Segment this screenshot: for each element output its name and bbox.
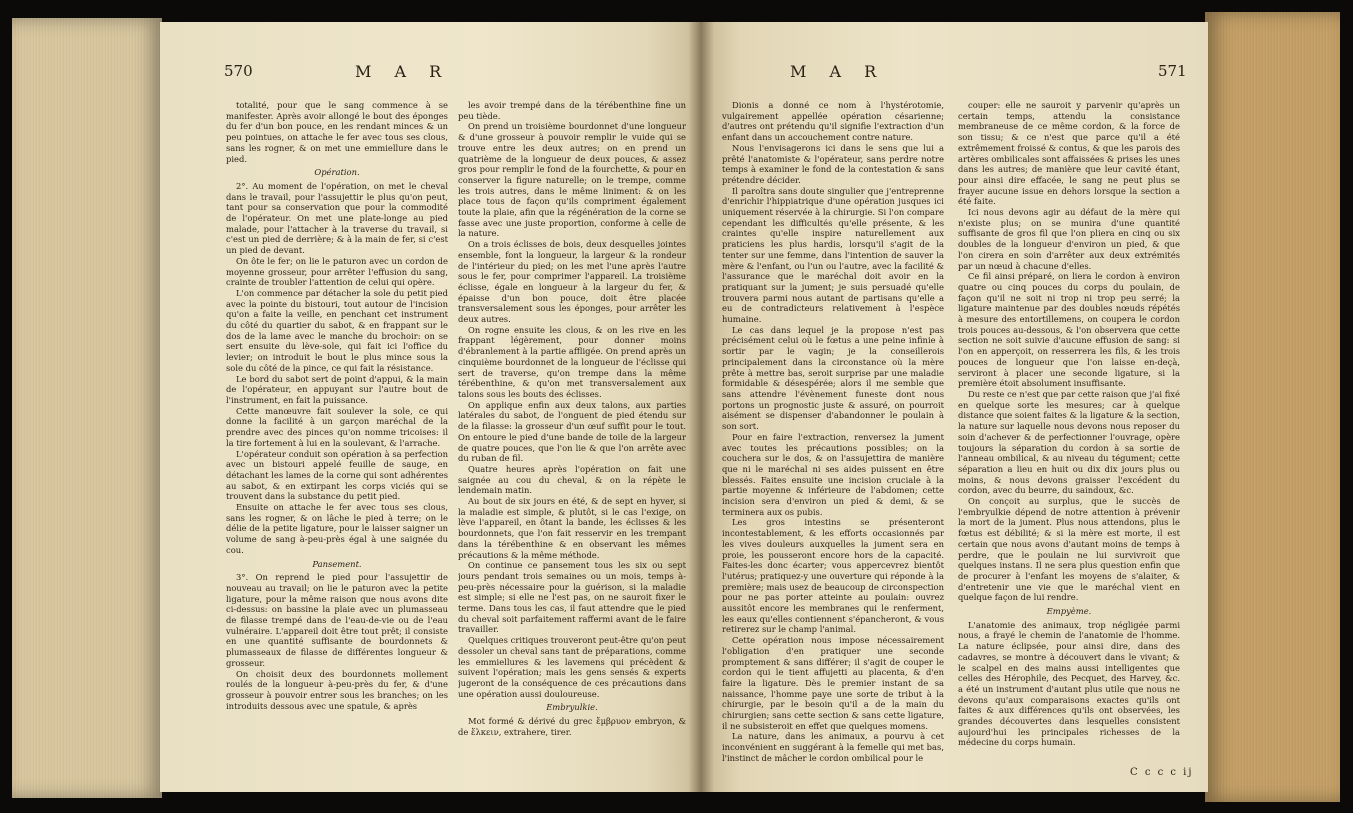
right-running-head bbox=[700, 62, 1208, 84]
section-heading: Pansement. bbox=[312, 558, 362, 569]
right-column-2 bbox=[958, 100, 1180, 780]
paragraph: L'opérateur conduit son opération à sa perfection avec un bistouri appelé feuille de sauge, en détachant les lames de la corne qui sont adhérentes au sabot, & en extirpant les corps viciés qui se trouvent dans la substance du petit pied. bbox=[226, 448, 448, 502]
paragraph: On a trois éclisses de bois, deux desquelles jointes ensemble, font la longueur, la largeur & la rondeur de l'intérieur du pied; on les met l'une après l'autre sous le fer, pour comprimer l'appareil. La troisième éclisse, égale en longueur à la largeur du fer, & épaisse d'un bon pouce, doit être placée transversalement sous les éponges, pour arrêter les deux autres. bbox=[458, 239, 686, 325]
paragraph: Mot formé & dérivé du grec ἔμβρυον embryon, & de ἕλκειν, extrahere, tirer. bbox=[458, 716, 686, 737]
paragraph: On rogne ensuite les clous, & on les rive en les frappant légèrement, pour donner moins d'ébranlement à la partie affligée. On prend après un cinquième bourdonnet de la longueur de l'éclisse qui sert de traverse, qu'on trempe dans la même térébenthine, & qu'on met transversalement aux talons sous les bouts des éclisses. bbox=[458, 324, 686, 399]
left-column-1 bbox=[226, 100, 448, 780]
paragraph: Il paroîtra sans doute singulier que j'entreprenne d'enrichir l'hippiatrique d'une opération jusques ici uniquement réservée à la chirurgie. Si l'on compare cependant les difficultés qu'elle présente, & les craintes qu'elle inspire naturellement aux praticiens les plus hardis, lorsqu'il s'agit de la tenter sur une femme, dans l'intention de sauver la mère & l'enfant, ou l'un ou l'autre, avec la facilité & l'assurance que le maréchal doit avoir en la pratiquant sur la jument; je suis persuadé qu'elle trouvera parmi nous autant de partisans qu'elle a eu de contradicteurs relativement à l'espèce humaine. bbox=[722, 185, 944, 325]
right-page bbox=[700, 22, 1208, 792]
paragraph: Nous l'envisagerons ici dans le sens que lui a prêté l'anatomiste & l'opérateur, sans perdre notre temps à examiner le fond de la contestation & sans prétendre décider. bbox=[722, 142, 944, 185]
paragraph: Les gros intestins se présenteront incontestablement, & les efforts occasionnés par les vives douleurs auxquelles la jument sera en proie, les pousseront encore hors de la capacité. Faites-les donc écarter; vous appercevrez bientôt l'utérus; pratiquez-y une ouverture qui réponde à la première; mais usez de beaucoup de circonspection pour ne pas porter atteinte au poulain: ouvrez aussitôt encore les membranes qui le renferment, les eaux qu'elles contiennent s'épancheront, & vous retirerez sur le champ l'animal. bbox=[722, 517, 944, 635]
paragraph: La nature, dans les animaux, a pourvu à cet inconvénient en suggérant à la femelle qui met bas, l'instinct de mâcher le cordon ombilical pour le bbox=[722, 731, 944, 763]
paragraph: L'anatomie des animaux, trop négligée parmi nous, a frayé le chemin de l'anatomie de l'homme. La nature éclipsée, pour ainsi dire, dans des cadavres, se montre à découvert dans le vivant; & le scalpel en des mains aussi intelligentes que celles des Hérophile, des Pecquet, des Harvey, &c. a été un instrument d'autant plus utile que nous ne devons qu'aux comparaisons exactes qu'ils ont faites & aux différences qu'ils ont observées, les grandes découvertes dans lesquelles consistent aujourd'hui les principales richesses de la médecine du corps humain. bbox=[958, 619, 1180, 748]
signature-mark: C c c c ij bbox=[1130, 767, 1194, 778]
paragraph: On ôte le fer; on lie le paturon avec un cordon de moyenne grosseur, pour arrêter l'effusion du sang, crainte de troubler l'attention de celui qui opère. bbox=[226, 255, 448, 288]
running-head-right: M A R bbox=[790, 62, 886, 81]
section-heading: Empyème. bbox=[1046, 606, 1092, 617]
paragraph: Quelques critiques trouveront peut-être qu'on peut dessoler un cheval sans tant de préparations, comme les emmiellures & les lavemens qui précèdent & suivent l'opération; mais les gens sensés & experts jugeront de la conséquence de ces précautions dans une opération aussi douloureuse. bbox=[458, 635, 686, 699]
paragraph: Ce fil ainsi préparé, on liera le cordon à environ quatre ou cinq pouces du corps du poulain, de façon qu'il ne soit ni trop ni trop peu serré; la ligature maintenue par des doubles nœuds répétés à mesure des entortillemens, on coupera le cordon trois pouces au-dessous, & l'on observera que cette section ne soit suivie d'aucune effusion de sang: si l'on en apperçoit, on resserrera les fils, & les trois pouces de longueur que l'on laisse en-deçà, serviront à placer une seconde ligature, si la première étoit absolument insuffisante. bbox=[958, 271, 1180, 389]
left-page-edges bbox=[12, 18, 162, 798]
paragraph: Quatre heures après l'opération on fait une saignée au cou du cheval, & on la répète le lendemain matin. bbox=[458, 463, 686, 496]
paragraph: totalité, pour que le sang commence à se manifester. Après avoir allongé le bout des éponges du fer d'un bon pouce, en les rendant minces & un peu pointues, on attache le fer avec tous ses clous, sans les rogner, & on met une emmiellure dans le pied. bbox=[226, 100, 448, 164]
left-running-head bbox=[160, 62, 700, 84]
paragraph: couper: elle ne sauroit y parvenir qu'après un certain temps, attendu la consistance membraneuse de ce même cordon, & la force de son tissu; & ce n'est que parce qu'il a été extrêmement froissé & contus, & que les parois des artères ombilicales sont affaissées & prises les unes dans les autres; de manière que leur cavité étant, pour ainsi dire effacée, le sang ne peut plus se frayer aucune issue en dehors lorsque la section a été faite. bbox=[958, 100, 1180, 207]
running-head-left: M A R bbox=[355, 62, 451, 81]
paragraph: Cette manœuvre fait soulever la sole, ce qui donne la facilité à un garçon maréchal de la prendre avec des pinces qu'on nomme tricoises: il la tire fortement à lui en la soulevant, & l'arrache. bbox=[226, 405, 448, 448]
paragraph: On conçoit au surplus, que le succès de l'embryulkie dépend de notre attention à prévenir la mort de la jument. Plus nous attendons, plus le fœtus est débilité; & si la mère est morte, il est certain que nous avons d'autant moins de temps à perdre, que le poulain ne lui survivroit que quelques instans. Il ne sera plus question enfin que de procurer à l'enfant les moyens de s'alaiter, & d'entretenir une vie que le maréchal vient en quelque façon de lui rendre. bbox=[958, 496, 1180, 603]
page-number-left: 570 bbox=[224, 62, 253, 80]
paragraph: Du reste ce n'est que par cette raison que j'ai fixé en quelque sorte les mesures; car à quelque distance que soient faites & la ligature & la section, la nature sur laquelle nous devons nous reposer du soin d'achever & de perfectionner l'ouvrage, opère toujours la séparation du cordon à sa sortie de l'anneau ombilical, & au niveau du tégument; cette séparation a lieu en huit ou dix dix jours plus ou moins, & nous devons graisser l'excédent du cordon, avec du beurre, du saindoux, &c. bbox=[958, 388, 1180, 496]
right-column-1 bbox=[722, 100, 944, 780]
left-page bbox=[160, 22, 700, 792]
paragraph: Ensuite on attache le fer avec tous ses clous, sans les rogner, & on lâche le pied à terre; on le délie de la petite ligature, pour le laisser saigner un volume de sang à-peu-près égal à une saignée du cou. bbox=[226, 502, 448, 555]
right-page-edges bbox=[1205, 12, 1340, 802]
book-gutter bbox=[688, 22, 714, 792]
paragraph: Le cas dans lequel je la propose n'est pas précisément celui où le fœtus a une peine infinie à sortir par le vagin; je la conseillerois principalement dans la circonstance où la mère prête à mettre bas, seroit surprise par une maladie formidable & désespérée; alors il me semble que sans attendre l'évènement funeste dont nous portons un prognostic juste & assuré, on pourroit aisément se dispenser d'abandonner le poulain à son sort. bbox=[722, 324, 944, 432]
paragraph: Dionis a donné ce nom à l'hystérotomie, vulgairement appellée opération césarienne; d'autres ont prétendu qu'il signifie l'extraction d'un enfant dans un accouchement contre nature. bbox=[722, 100, 944, 143]
page-number-right: 571 bbox=[1158, 62, 1187, 80]
paragraph: Ici nous devons agir au défaut de la mère qui n'existe plus; on se munira d'une quantité suffisante de gros fil que l'on pliera en cinq ou six doubles de la longueur d'environ un pied, & que l'on cirera en soin d'arrêter aux deux extrémités par un nœud à chacune d'elles. bbox=[958, 207, 1180, 271]
paragraph: Au bout de six jours en été, & de sept en hyver, si la maladie est simple, & plutôt, si le cas l'exige, on lève l'appareil, en ôtant la bande, les éclisses & les bourdonnets, que l'on fait resservir en les trempant dans la térébenthine & en observant les mêmes précautions & la même méthode. bbox=[458, 496, 686, 560]
paragraph: On continue ce pansement tous les six ou sept jours pendant trois semaines ou un mois, temps à-peu-près nécessaire pour la guérison, si la maladie est simple; si elle ne l'est pas, on ne sauroit fixer le terme. Dans tous les cas, il faut attendre que le pied du cheval soit parfaitement raffermi avant de le faire travailler. bbox=[458, 560, 686, 635]
paragraph: Pour en faire l'extraction, renversez la jument avec toutes les précautions possibles; on la couchera sur le dos, & on l'assujettira de manière que ni le maréchal ni ses aides puissent en être blessés. Faites ensuite une incision cruciale à la partie moyenne & inférieure de l'abdomen; cette incision sera d'environ un pied & demi, & se terminera aux os pubis. bbox=[722, 431, 944, 517]
section-heading: Opération. bbox=[314, 167, 360, 178]
paragraph: Cette opération nous impose nécessairement l'obligation d'en pratiquer une seconde promptement & sans différer; il s'agit de couper le cordon qui le tient affujetti au placenta, & d'en faire la ligature. Dès le premier instant de sa naissance, l'homme paye une sorte de tribut à la chirurgie, par le besoin qu'il a de la main du chirurgien; sans cette section & sans cette ligature, il ne subsisteroit en effet que quelques momens. bbox=[722, 635, 944, 731]
section-heading: Embryulkie. bbox=[546, 702, 598, 713]
paragraph: 2°. Au moment de l'opération, on met le cheval dans le travail, pour l'assujettir le plus qu'on peut, tant pour sa conservation que pour la commodité de l'opérateur. On met une plate-longe au pied malade, pour l'attacher à la traverse du travail, si c'est un pied de derrière; & à la main de fer, si c'est un pied de devant. bbox=[226, 180, 448, 256]
paragraph: L'on commence par détacher la sole du petit pied avec la pointe du bistouri, tout autour de l'incision qu'on a faite la veille, en penchant cet instrument du côté du quartier du sabot, & en frappant sur le dos de la lame avec le manche du brochoir: on se sert ensuite du lève-sole, qui fait ici l'office du levier; on introduit le bout le plus mince sous la sole du côté de la pince, ce qui fait la résistance. bbox=[226, 287, 448, 373]
paragraph: On prend un troisième bourdonnet d'une longueur & d'une grosseur à pouvoir remplir le vuide qui se trouve entre les deux autres; on en prend un quatrième de la longueur de deux pouces, & assez gros pour remplir le fond de la fourchette, & pour en conserver la figure naturelle; on le trempe, comme les trois autres, dans le même liniment: & on les place tous de façon qu'ils compriment également toute la plaie, afin que la régénération de la corne se fasse avec une juste proportion, conforme à celle de la nature. bbox=[458, 121, 686, 239]
paragraph: On applique enfin aux deux talons, aux parties latérales du sabot, de l'onguent de pied étendu sur de la filasse: la grosseur d'un œuf suffit pour le tout. On entoure le pied d'une bande de toile de la largeur de quatre pouces, que l'on lie & que l'on arrête avec du ruban de fil. bbox=[458, 399, 686, 464]
paragraph: Le bord du sabot sert de point d'appui, & la main de l'opérateur, en appuyant sur l'autre bout de l'instrument, en fait la puissance. bbox=[226, 373, 448, 405]
paragraph: les avoir trempé dans de la térébenthine fine un peu tiède. bbox=[458, 100, 686, 121]
paragraph: On choisit deux des bourdonnets mollement roulés de la longueur à-peu-près du fer, & d'une grosseur à pouvoir entrer sous les branches; on les introduits dessous avec une spatule, & après bbox=[226, 668, 448, 711]
left-column-2 bbox=[458, 100, 686, 780]
paragraph: 3°. On reprend le pied pour l'assujettir de nouveau au travail; on lie le paturon avec la petite ligature, pour la même raison que nous avons dite ci-dessus: on bassine la plaie avec un plumasseau de filasse trempé dans de l'eau-de-vie ou de l'eau vulnéraire. L'appareil doit être tout prêt; il consiste en une quantité suffisante de bourdonnets & plumasseaux de filasse de différentes longueur & grosseur. bbox=[226, 572, 448, 668]
